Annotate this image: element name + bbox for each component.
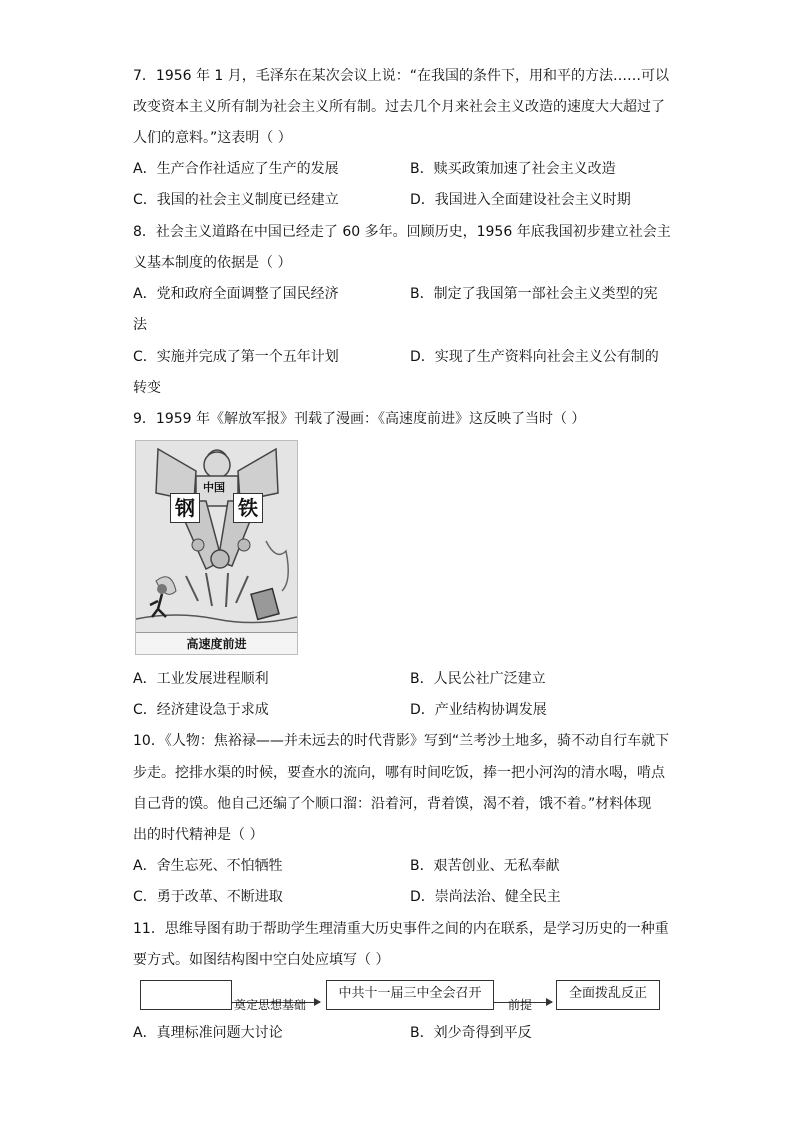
q7-stem-line-1: 7．1956 年 1 月，毛泽东在某次会议上说：“在我国的条件下，用和平的方法……可以: [133, 68, 670, 84]
q10-stem-line-2: 步走。挖排水渠的时候，要查水的流向，哪有时间吃饭，捧一把小河沟的清水喝，啃点: [133, 765, 665, 781]
diagram-box-plenum: 中共十一届三中全会召开: [326, 980, 494, 1010]
q8-option-b-continued: 法: [133, 317, 147, 333]
q10-stem-line-4: 出的时代精神是（ ）: [133, 827, 264, 843]
q8-option-a: A．党和政府全面调整了国民经济: [133, 286, 339, 302]
q10-option-c: C．勇于改革、不断进取: [133, 889, 283, 905]
q7-stem-line-2: 改变资本主义所有制为社会主义所有制。过去几个月来社会主义改造的速度大大超过了: [133, 99, 665, 115]
q8-stem-line-1: 8．社会主义道路在中国已经走了 60 多年。回顾历史，1956 年底我国初步建立社会主: [133, 224, 671, 240]
diagram-arrow-2-label: 前提: [508, 998, 533, 1012]
q11-option-b: B．刘少奇得到平反: [410, 1025, 532, 1041]
q7-option-d: D．我国进入全面建设社会主义时期: [410, 192, 631, 208]
cartoon-drawing: [136, 441, 297, 654]
cartoon-label-steel: 钢: [170, 493, 200, 523]
q8-option-c: C．实施并完成了第一个五年计划: [133, 349, 339, 365]
q10-option-d: D．崇尚法治、健全民主: [410, 889, 561, 905]
q11-stem-line-2: 要方式。如图结构图中空白处应填写（ ）: [133, 952, 390, 968]
cartoon-caption: 高速度前进: [136, 632, 297, 655]
q7-stem-line-3: 人们的意料。”这表明（ ）: [133, 130, 292, 146]
q9-option-d: D．产业结构协调发展: [410, 702, 547, 718]
diagram-box-correction: 全面拨乱反正: [556, 980, 660, 1010]
structure-diagram: [140, 980, 660, 1014]
q9-option-c: C．经济建设急于求成: [133, 702, 269, 718]
q10-option-b: B．艰苦创业、无私奉献: [410, 858, 560, 874]
diagram-arrow-1-label: 奠定思想基础: [234, 998, 307, 1012]
diagram-blank-box: [140, 980, 232, 1010]
q8-option-b: B．制定了我国第一部社会主义类型的宪: [410, 286, 658, 302]
q9-stem-line-1: 9．1959 年《解放军报》刊载了漫画：《高速度前进》这反映了当时（ ）: [133, 411, 586, 427]
q8-option-d-continued: 转变: [133, 380, 161, 396]
q9-option-b: B．人民公社广泛建立: [410, 671, 546, 687]
q10-stem-line-1: 10．《人物：焦裕禄——并未远去的时代背影》写到“兰考沙土地多，骑不动自行车就下: [133, 733, 670, 749]
cartoon-image: [135, 440, 298, 655]
q10-stem-line-3: 自己背的馍。他自己还编了个顺口溜：沿着河，背着馍，渴不着，饿不着。”材料体现: [133, 796, 652, 812]
q10-option-a: A．舍生忘死、不怕牺牲: [133, 858, 283, 874]
q7-option-c: C．我国的社会主义制度已经建立: [133, 192, 339, 208]
q8-option-d: D．实现了生产资料向社会主义公有制的: [410, 349, 659, 365]
q9-option-a: A．工业发展进程顺利: [133, 671, 269, 687]
cartoon-label-china: 中国: [203, 481, 225, 494]
q8-stem-line-2: 义基本制度的依据是（ ）: [133, 255, 292, 271]
q7-option-b: B．赎买政策加速了社会主义改造: [410, 161, 616, 177]
q7-option-a: A．生产合作社适应了生产的发展: [133, 161, 339, 177]
q11-stem-line-1: 11．思维导图有助于帮助学生理清重大历史事件之间的内在联系，是学习历史的一种重: [133, 921, 669, 937]
cartoon-label-iron: 铁: [233, 493, 263, 523]
q11-option-a: A．真理标准问题大讨论: [133, 1025, 283, 1041]
